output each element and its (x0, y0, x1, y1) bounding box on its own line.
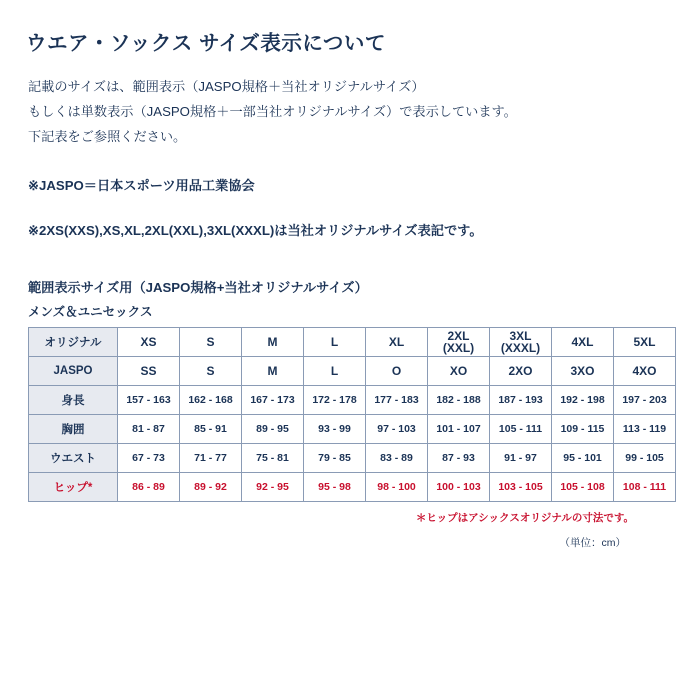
sub-title: メンズ＆ユニセックス (28, 305, 153, 319)
lead-line-1: 記載のサイズは、範囲表示（JASPO規格＋当社オリジナルサイズ） (28, 79, 425, 94)
height-cell-6: 182 - 188 (428, 386, 490, 415)
chest-cell-9: 113 - 119 (614, 415, 676, 444)
height-cell-5: 177 - 183 (366, 386, 428, 415)
waist-cell-1: 67 - 73 (118, 444, 180, 473)
chest-cell-1: 81 - 87 (118, 415, 180, 444)
col-header-4xl-top: 4XL (571, 335, 594, 349)
waist-cell-4: 79 - 85 (304, 444, 366, 473)
col-header-5xl (614, 328, 676, 357)
chest-cell-7: 105 - 111 (490, 415, 552, 444)
col-header-xs-top: XS (140, 335, 157, 349)
row-header-jaspo: JASPO (29, 357, 118, 386)
table-row-jaspo (29, 357, 676, 386)
col-header-l-top: L (330, 335, 339, 349)
hip-cell-1: 86 - 89 (118, 473, 180, 502)
chest-cell-2: 85 - 91 (180, 415, 242, 444)
row-header-hip: ヒップ* (29, 473, 118, 502)
jaspo-cell-9: 4XO (614, 357, 676, 386)
jaspo-cell-5: O (366, 357, 428, 386)
col-header-3xl-bottom: (XXXL) (500, 341, 541, 355)
lead-line-2: もしくは単数表示（JASPO規格＋一部当社オリジナルサイズ）で表示しています。 (28, 104, 517, 119)
row-header-waist: ウエスト (29, 444, 118, 473)
hip-cell-4: 95 - 98 (304, 473, 366, 502)
size-table (28, 327, 676, 502)
page-title: ウエア・ソックス サイズ表示について (26, 32, 386, 55)
waist-cell-8: 95 - 101 (552, 444, 614, 473)
waist-cell-2: 71 - 77 (180, 444, 242, 473)
height-cell-8: 192 - 198 (552, 386, 614, 415)
col-header-l (304, 328, 366, 357)
col-header-2xl-bottom: (XXL) (442, 341, 475, 355)
waist-cell-5: 83 - 89 (366, 444, 428, 473)
col-header-4xl (552, 328, 614, 357)
hip-cell-9: 108 - 111 (614, 473, 676, 502)
col-header-xl-top: XL (388, 335, 405, 349)
col-header-xl (366, 328, 428, 357)
waist-cell-9: 99 - 105 (614, 444, 676, 473)
hip-cell-3: 92 - 95 (242, 473, 304, 502)
waist-cell-6: 87 - 93 (428, 444, 490, 473)
col-header-s (180, 328, 242, 357)
jaspo-cell-7: 2XO (490, 357, 552, 386)
height-cell-2: 162 - 168 (180, 386, 242, 415)
hip-footnote: ＊ヒップはアシックスオリジナルの寸法です。 (415, 512, 634, 524)
hip-cell-6: 100 - 103 (428, 473, 490, 502)
row-header-height: 身長 (29, 386, 118, 415)
jaspo-cell-2: S (180, 357, 242, 386)
height-cell-4: 172 - 178 (304, 386, 366, 415)
waist-cell-3: 75 - 81 (242, 444, 304, 473)
col-header-m (242, 328, 304, 357)
jaspo-cell-3: M (242, 357, 304, 386)
table-row-height (29, 386, 676, 415)
col-header-5xl-top: 5XL (633, 335, 656, 349)
chest-cell-6: 101 - 107 (428, 415, 490, 444)
height-cell-3: 167 - 173 (242, 386, 304, 415)
table-row-waist (29, 444, 676, 473)
jaspo-cell-4: L (304, 357, 366, 386)
col-header-3xl-top: 3XL (509, 329, 532, 343)
chest-cell-8: 109 - 115 (552, 415, 614, 444)
note-jaspo-definition: ※JASPO＝日本スポーツ用品工業協会 (28, 178, 255, 193)
note-original-sizes: ※2XS(XXS),XS,XL,2XL(XXL),3XL(XXXL)は当社オリジナルサイズ表記です。 (28, 223, 483, 238)
table-row-original (29, 328, 676, 357)
lead-paragraph (28, 74, 658, 149)
table-row-chest (29, 415, 676, 444)
row-header-chest: 胸囲 (29, 415, 118, 444)
chest-cell-4: 93 - 99 (304, 415, 366, 444)
jaspo-cell-1: SS (118, 357, 180, 386)
hip-cell-7: 103 - 105 (490, 473, 552, 502)
unit-note: （単位：cm） (559, 537, 626, 549)
jaspo-cell-8: 3XO (552, 357, 614, 386)
table-row-hip (29, 473, 676, 502)
chest-cell-5: 97 - 103 (366, 415, 428, 444)
hip-cell-2: 89 - 92 (180, 473, 242, 502)
col-header-2xl (428, 328, 490, 357)
waist-cell-7: 91 - 97 (490, 444, 552, 473)
row-header-original: オリジナル (29, 328, 118, 357)
section-title: 範囲表示サイズ用（JASPO規格+当社オリジナルサイズ） (28, 280, 368, 295)
height-cell-1: 157 - 163 (118, 386, 180, 415)
height-cell-9: 197 - 203 (614, 386, 676, 415)
col-header-2xl-top: 2XL (447, 329, 470, 343)
col-header-xs (118, 328, 180, 357)
lead-line-3: 下記表をご参照ください。 (28, 129, 187, 144)
height-cell-7: 187 - 193 (490, 386, 552, 415)
jaspo-cell-6: XO (428, 357, 490, 386)
col-header-m-top: M (267, 335, 278, 349)
chest-cell-3: 89 - 95 (242, 415, 304, 444)
col-header-s-top: S (206, 335, 215, 349)
col-header-3xl (490, 328, 552, 357)
hip-cell-5: 98 - 100 (366, 473, 428, 502)
hip-cell-8: 105 - 108 (552, 473, 614, 502)
